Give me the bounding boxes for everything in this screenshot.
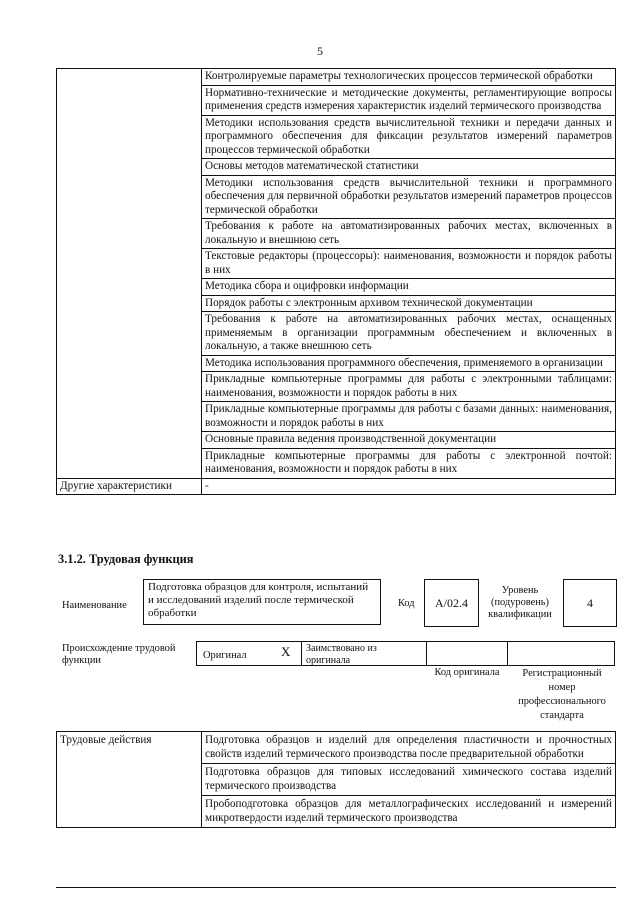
knowledge-item: Методика сбора и оцифровки информации: [202, 279, 616, 296]
table-row: [57, 478, 616, 495]
table-row: [57, 732, 616, 764]
knowledge-item: Требования к работе на автоматизированных рабочих местах, включенных в локальную и внешнюю сеть: [202, 219, 616, 249]
table-row: [57, 69, 616, 86]
knowledge-item: Методика использования программного обеспечения, применяемого в организации: [202, 355, 616, 372]
knowledge-item: Методики использования средств вычислительной техники и программного обеспечения для первичной обработки результатов измерений параметров процессов термической обработки: [202, 175, 616, 219]
knowledge-table: [56, 68, 616, 495]
action-item: Подготовка образцов для типовых исследований химического состава изделий термического производства: [202, 764, 616, 796]
level-box: [563, 579, 617, 627]
knowledge-item: Прикладные компьютерные программы для работы с базами данных: наименования, возможности и порядок работы в них: [202, 402, 616, 432]
code-original-label: Код оригинала: [434, 667, 500, 678]
section-title: 3.1.2. Трудовая функция: [58, 552, 194, 566]
action-item: Пробоподготовка образцов для металлографических исследований и измерений микротвердости изделий термического производства: [202, 796, 616, 828]
code-label: Код: [398, 598, 415, 609]
code-value: А/02.4: [435, 595, 468, 610]
name-label: Наименование: [62, 600, 127, 611]
reg-number-box: [507, 641, 615, 666]
original-box: [196, 641, 302, 666]
borrowed-label: Заимствовано из оригинала: [306, 643, 377, 666]
origin-label: Происхождение трудовой функции: [62, 643, 176, 666]
actions-label: Трудовые действия: [57, 732, 202, 828]
knowledge-item: Текстовые редакторы (процессоры): наименования, возможности и порядок работы в них: [202, 249, 616, 279]
knowledge-item: Прикладные компьютерные программы для работы с электронными таблицами: наименования, возможности и порядок работы в них: [202, 372, 616, 402]
level-label: Уровень (подуровень) квалификации: [488, 585, 552, 620]
page-number: 5: [317, 44, 323, 58]
actions-table: [56, 731, 616, 828]
knowledge-item: Прикладные компьютерные программы для работы с электронной почтой: наименования, возможности и порядок работы в них: [202, 448, 616, 478]
original-mark: X: [281, 644, 291, 659]
borrowed-box: [301, 641, 427, 666]
knowledge-item: Нормативно-технические и методические документы, регламентирующие вопросы применения средств измерения характеристик изделий термического производства: [202, 85, 616, 115]
knowledge-item: Основные правила ведения производственной документации: [202, 432, 616, 449]
other-characteristics-label: Другие характеристики: [57, 478, 202, 495]
table-bottom-rule: [56, 887, 616, 888]
function-name-box: [143, 579, 381, 625]
action-item: Подготовка образцов и изделий для определения пластичности и прочностных свойств изделий термического производства после предварительной обработки: [202, 732, 616, 764]
code-box: [424, 579, 479, 627]
code-original-box: [426, 641, 508, 666]
tick-mark: [441, 626, 445, 627]
reg-number-label: Регистрационный номер профессионального стандарта: [518, 668, 606, 721]
original-label: Оригинал: [203, 650, 247, 661]
level-value: 4: [587, 595, 593, 610]
knowledge-label-cell: [57, 69, 202, 479]
function-name-value: Подготовка образцов для контроля, испытаний и исследований изделий после термической обработки: [148, 581, 369, 619]
other-characteristics-value: -: [202, 478, 616, 495]
knowledge-item: Основы методов математической статистики: [202, 159, 616, 176]
knowledge-item: Контролируемые параметры технологических процессов термической обработки: [202, 69, 616, 86]
knowledge-item: Требования к работе на автоматизированных рабочих местах, оснащенных применяемым в организации программным обеспечением и включенных в локальную, а также внешнюю сеть: [202, 312, 616, 356]
knowledge-item: Методики использования средств вычислительной техники и передачи данных и программного обеспечения для фиксации результатов измерений параметров процессов термической обработки: [202, 115, 616, 159]
knowledge-item: Порядок работы с электронным архивом технической документации: [202, 295, 616, 312]
